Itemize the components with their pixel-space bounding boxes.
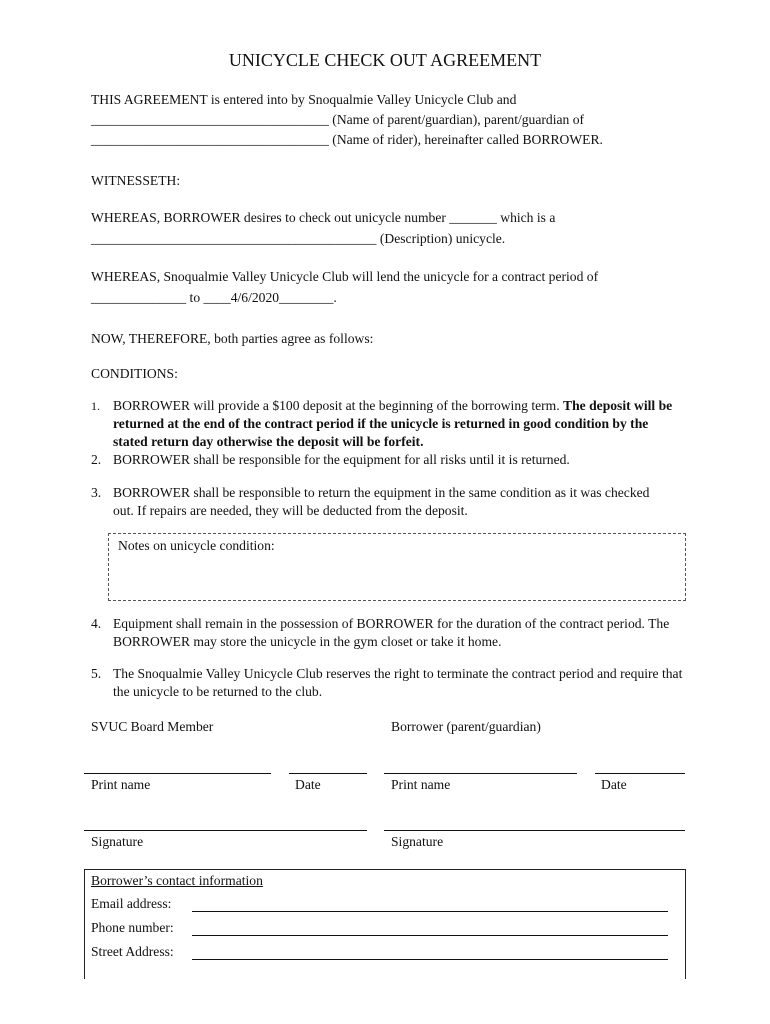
condition-number: 4. — [91, 616, 102, 631]
email-line[interactable] — [192, 911, 668, 912]
condition-bold-text: The deposit will be returned at the end of the contract period if the unicycle is returned in good condition by the stated return day otherwise the deposit will be forfeit. — [113, 398, 673, 449]
whereas-2-line-1: WHEREAS, Snoqualmie Valley Unicycle Club will lend the unicycle for a contract period of — [91, 269, 599, 284]
condition-5: The Snoqualmie Valley Unicycle Club reserves the right to terminate the contract period and require that the unicycle to be returned to the club. — [113, 666, 683, 699]
board-signature-line[interactable] — [84, 830, 367, 831]
board-print-name-label: Print name — [91, 777, 151, 792]
whereas-1-line-2: __________________________________________ (Description) unicycle. — [91, 231, 506, 246]
conditions-heading: CONDITIONS: — [91, 366, 178, 381]
intro-line-1: THIS AGREEMENT is entered into by Snoqualmie Valley Unicycle Club and — [91, 92, 517, 107]
condition-number: 1. — [91, 399, 100, 413]
condition-2: BORROWER shall be responsible for the equipment for all risks until it is returned. — [113, 452, 570, 467]
borrower-heading: Borrower (parent/guardian) — [391, 719, 541, 734]
page-title: UNICYCLE CHECK OUT AGREEMENT — [228, 50, 542, 70]
phone-line[interactable] — [192, 935, 668, 936]
borrower-print-name-label: Print name — [391, 777, 451, 792]
borrower-signature-line[interactable] — [384, 830, 685, 831]
borrower-date-line[interactable] — [595, 773, 685, 774]
condition-number: 3. — [91, 485, 102, 500]
notes-label: Notes on unicycle condition: — [118, 538, 275, 553]
whereas-1-line-1: WHEREAS, BORROWER desires to check out unicycle number _______ which is a — [91, 210, 556, 225]
borrower-signature-label: Signature — [391, 834, 444, 849]
borrower-date-label: Date — [601, 777, 627, 792]
notes-box[interactable] — [108, 533, 686, 601]
condition-1 — [113, 397, 673, 451]
condition-text: BORROWER will provide a $100 deposit at the beginning of the borrowing term. — [113, 398, 560, 413]
board-print-name-line[interactable] — [84, 773, 271, 774]
phone-label: Phone number: — [91, 920, 174, 935]
street-address-label: Street Address: — [91, 944, 174, 959]
intro-line-2: ___________________________________ (Name of parent/guardian), parent/guardian of — [91, 112, 585, 127]
street-address-line[interactable] — [192, 959, 668, 960]
board-date-label: Date — [295, 777, 321, 792]
witnesseth-label: WITNESSETH: — [91, 173, 181, 188]
therefore-text: NOW, THEREFORE, both parties agree as follows: — [91, 331, 374, 346]
whereas-2-line-2: ______________ to ____4/6/2020________. — [91, 290, 337, 305]
board-date-line[interactable] — [289, 773, 367, 774]
condition-4: Equipment shall remain in the possession of BORROWER for the duration of the contract period. The BORROWER may store the unicycle in the gym closet or take it home. — [113, 616, 670, 649]
borrower-print-name-line[interactable] — [384, 773, 577, 774]
intro-line-3: ___________________________________ (Name of rider), hereinafter called BORROWER. — [91, 132, 603, 147]
board-signature-label: Signature — [91, 834, 144, 849]
board-member-heading: SVUC Board Member — [91, 719, 214, 734]
email-label: Email address: — [91, 896, 172, 911]
condition-3: BORROWER shall be responsible to return the equipment in the same condition as it was checked out. If repairs are needed, they will be deducted from the deposit. — [113, 485, 650, 518]
condition-number: 2. — [91, 452, 102, 467]
condition-number: 5. — [91, 666, 102, 681]
contact-heading: Borrower’s contact information — [91, 873, 263, 888]
